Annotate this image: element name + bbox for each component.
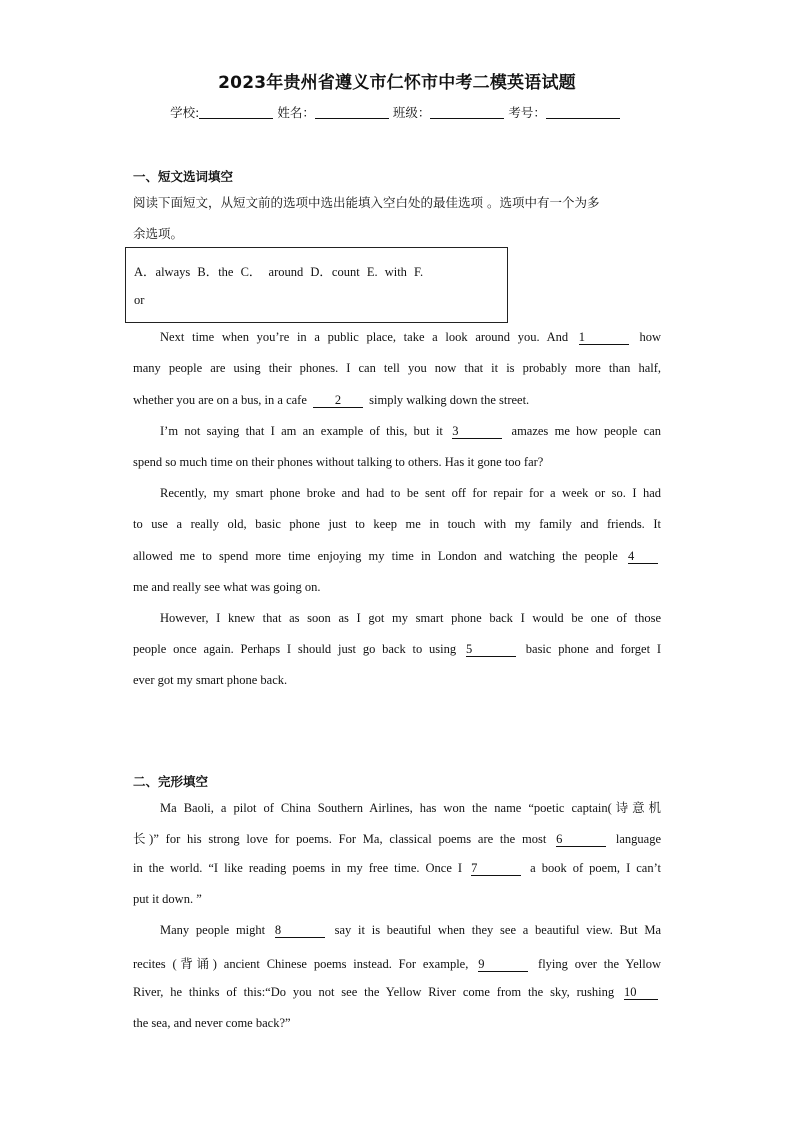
- text: I’m not saying that I am an example of this, but it: [160, 424, 443, 438]
- answer-blank-1[interactable]: 1: [579, 331, 629, 345]
- paragraph-line: spend so much time on their phones without talking to others. Has it gone too far?: [133, 455, 544, 469]
- paragraph-line: [133, 393, 661, 408]
- paragraph-line: [133, 829, 661, 847]
- text: allowed me to spend more time enjoying my time in London and watching the people: [133, 549, 618, 563]
- text: amazes me how people can: [511, 424, 661, 438]
- answer-blank-7[interactable]: 7: [471, 862, 521, 876]
- paragraph-line: Recently, my smart phone broke and had to be sent off for repair for a week or so. I had: [160, 486, 661, 500]
- paragraph-line: many people are using their phones. I can tell you now that it is probably more than half,: [133, 361, 661, 375]
- answer-blank-5[interactable]: 5: [466, 643, 516, 657]
- name-blank[interactable]: [315, 106, 389, 119]
- section1-instruction: 阅读下面短文，从短文前的选项中选出能填入空白处的最佳选项 。选项中有一个为多: [133, 195, 600, 210]
- section2-heading: 二、完形填空: [133, 774, 209, 789]
- text: Many people might: [160, 923, 266, 937]
- paragraph-line: to use a really old, basic phone just to keep me in touch with my family and friends. It: [133, 517, 661, 531]
- answer-blank-10[interactable]: 10: [624, 986, 658, 1000]
- answer-blank-3[interactable]: 3: [452, 425, 502, 439]
- text: whether you are on a bus, in a cafe: [133, 393, 307, 407]
- answer-blank-6[interactable]: 6: [556, 833, 606, 847]
- section1-heading: 一、短文选词填空: [133, 169, 234, 184]
- paragraph-line: [133, 923, 661, 938]
- paragraph-line: ever got my smart phone back.: [133, 673, 288, 687]
- options-line: A．always B．the C． around D．count E. with F.: [134, 265, 424, 279]
- school-label: 学校:: [170, 105, 200, 120]
- text: Next time when you’re in a public place, take a look around you. And: [160, 330, 569, 344]
- class-blank[interactable]: [430, 106, 504, 119]
- paragraph-line: [133, 642, 661, 657]
- number-label: 考号：: [508, 105, 546, 120]
- paragraph-line: me and really see what was going on.: [133, 580, 321, 594]
- student-info-line: [0, 103, 794, 121]
- name-label: 姓名：: [277, 105, 315, 120]
- answer-blank-8[interactable]: 8: [275, 924, 325, 938]
- text: 长)” for his strong love for poems. For Ma, classical poems are the most: [133, 832, 547, 846]
- page-title: 2023年贵州省遵义市仁怀市中考二模英语试题: [218, 73, 576, 93]
- paragraph-line: [133, 954, 661, 972]
- paragraph-line: [133, 424, 661, 439]
- paragraph-line: However, I knew that as soon as I got my smart phone back I would be one of those: [160, 611, 661, 625]
- paragraph-line: the sea, and never come back?”: [133, 1016, 291, 1030]
- text: basic phone and forget I: [525, 642, 662, 656]
- text: flying over the Yellow: [538, 957, 661, 971]
- text: a book of poem, I can’t: [530, 861, 662, 875]
- paragraph-line: Ma Baoli, a pilot of China Southern Airlines, has won the name “poetic captain(诗意机: [160, 801, 661, 815]
- paragraph-line: put it down. ”: [133, 892, 202, 906]
- answer-blank-4[interactable]: 4: [628, 550, 658, 564]
- text: recites (背诵) ancient Chinese poems instead. For example,: [133, 957, 469, 971]
- text: in the world. “I like reading poems in my free time. Once I: [133, 861, 463, 875]
- school-blank[interactable]: [199, 106, 273, 119]
- text: simply walking down the street.: [369, 393, 530, 407]
- text: say it is beautiful when they see a beautiful view. But Ma: [334, 923, 662, 937]
- answer-blank-9[interactable]: 9: [478, 958, 528, 972]
- text: how: [639, 330, 662, 344]
- number-blank[interactable]: [546, 106, 620, 119]
- options-line: or: [134, 293, 145, 307]
- paragraph-line: [133, 985, 661, 1000]
- class-label: 班级：: [392, 105, 431, 120]
- options-box: [125, 247, 508, 323]
- answer-blank-2[interactable]: 2: [313, 394, 363, 408]
- text: River, he thinks of this:“Do you not see the Yellow River come from the sky, rushing: [133, 985, 615, 999]
- text: people once again. Perhaps I should just go back to using: [133, 642, 457, 656]
- section1-instruction-cont: 余选项。: [133, 226, 184, 241]
- paragraph-line: [133, 861, 661, 876]
- text: language: [615, 832, 662, 846]
- paragraph-line: [133, 330, 661, 345]
- paragraph-line: [133, 549, 661, 564]
